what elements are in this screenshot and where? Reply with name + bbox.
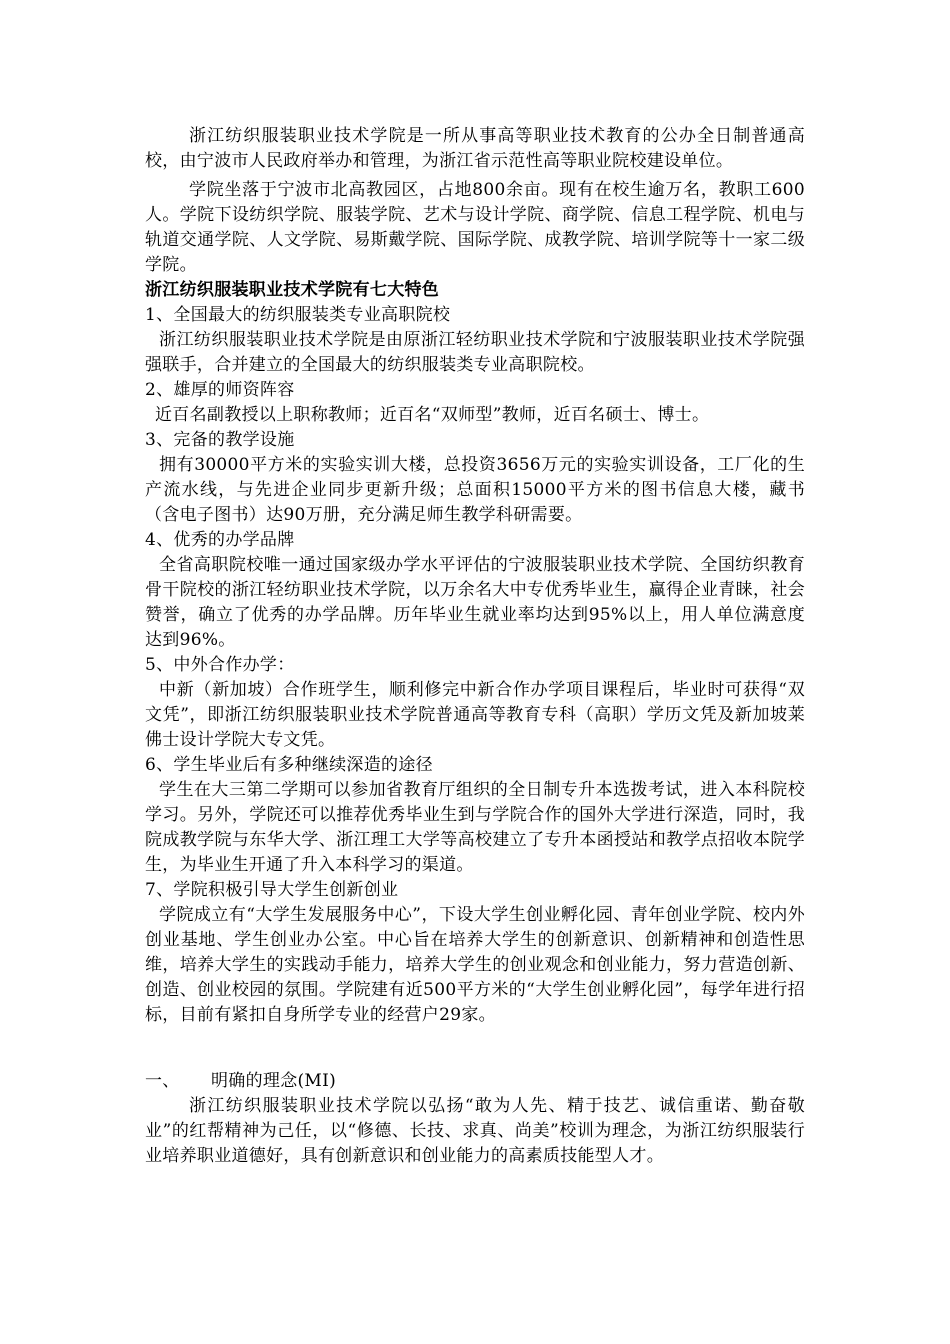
feature-title-3: 3、完备的教学设施	[145, 430, 295, 450]
feature-title-7: 7、学院积极引导大学生创新创业	[145, 880, 399, 900]
feature-body-3: 拥有30000平方米的实验实训大楼，总投资3656万元的实验实训设备，工厂化的生产流水线，与先进企业同步更新升级；总面积15000平方米的图书信息大楼，藏书（含电子图书）达90万册，充分满足师生教学科研需要。	[145, 455, 805, 525]
feature-body-2: 近百名副教授以上职称教师；近百名“双师型”教师，近百名硕士、博士。	[155, 405, 710, 425]
feature-title-4: 4、优秀的办学品牌	[145, 530, 295, 550]
feature-body-6: 学生在大三第二学期可以参加省教育厅组织的全日制专升本选拨考试，进入本科院校学习。另外，学院还可以推荐优秀毕业生到与学院合作的国外大学进行深造，同时，我院成教学院与东华大学、浙江理工大学等高校建立了专升本函授站和教学点招收本院学生，为毕业生开通了升入本科学习的渠道。	[145, 780, 805, 875]
features-heading: 浙江纺织服装职业技术学院有七大特色	[145, 280, 440, 300]
intro-paragraph-2: 学院坐落于宁波市北高教园区，占地800余亩。现有在校生逾万名，教职工600人。学院下设纺织学院、服装学院、艺术与设计学院、商学院、信息工程学院、机电与轨道交通学院、人文学院、易斯戴学院、国际学院、成教学院、培训学院等十一家二级学院。	[145, 180, 805, 275]
mi-title: 明确的理念(MI)	[211, 1071, 337, 1091]
mi-body: 浙江纺织服装职业技术学院以弘扬“敢为人先、精于技艺、诚信重诺、勤奋敬业”的红帮精神为己任，以“修德、长技、求真、尚美”校训为理念，为浙江纺织服装行业培养职业道德好，具有创新意识和创业能力的高素质技能型人才。	[145, 1096, 805, 1166]
feature-title-2: 2、雄厚的师资阵容	[145, 380, 295, 400]
mi-heading	[145, 1069, 805, 1094]
feature-body-1: 浙江纺织服装职业技术学院是由原浙江轻纺职业技术学院和宁波服装职业技术学院强强联手，合并建立的全国最大的纺织服装类专业高职院校。	[145, 330, 805, 375]
feature-body-7: 学院成立有“大学生发展服务中心”，下设大学生创业孵化园、青年创业学院、校内外创业基地、学生创业办公室。中心旨在培养大学生的创新意识、创新精神和创造性思维，培养大学生的实践动手能力，培养大学生的创业观念和创业能力，努力营造创新、创造、创业校园的氛围。学院建有近500平方米的“大学生创业孵化园”，每学年进行招标，目前有紧扣自身所学专业的经营户29家。	[145, 905, 805, 1025]
intro-paragraph-1: 浙江纺织服装职业技术学院是一所从事高等职业技术教育的公办全日制普通高校，由宁波市人民政府举办和管理，为浙江省示范性高等职业院校建设单位。	[145, 126, 805, 171]
feature-body-4: 全省高职院校唯一通过国家级办学水平评估的宁波服装职业技术学院、全国纺织教育骨干院校的浙江轻纺职业技术学院，以万余名大中专优秀毕业生，赢得企业青睐，社会赞誉，确立了优秀的办学品牌。历年毕业生就业率均达到95%以上，用人单位满意度达到96%。	[145, 555, 805, 650]
blank-line	[145, 1028, 805, 1069]
mi-number: 一、	[145, 1071, 180, 1091]
feature-body-5: 中新（新加坡）合作班学生，顺利修完中新合作办学项目课程后，毕业时可获得“双文凭”，即浙江纺织服装职业技术学院普通高等教育专科（高职）学历文凭及新加坡莱佛士设计学院大专文凭。	[145, 680, 805, 750]
feature-title-6: 6、学生毕业后有多种继续深造的途径	[145, 755, 433, 775]
feature-title-1: 1、全国最大的纺织服装类专业高职院校	[145, 305, 451, 325]
document-page	[145, 124, 805, 1169]
feature-title-5: 5、中外合作办学：	[145, 655, 295, 675]
